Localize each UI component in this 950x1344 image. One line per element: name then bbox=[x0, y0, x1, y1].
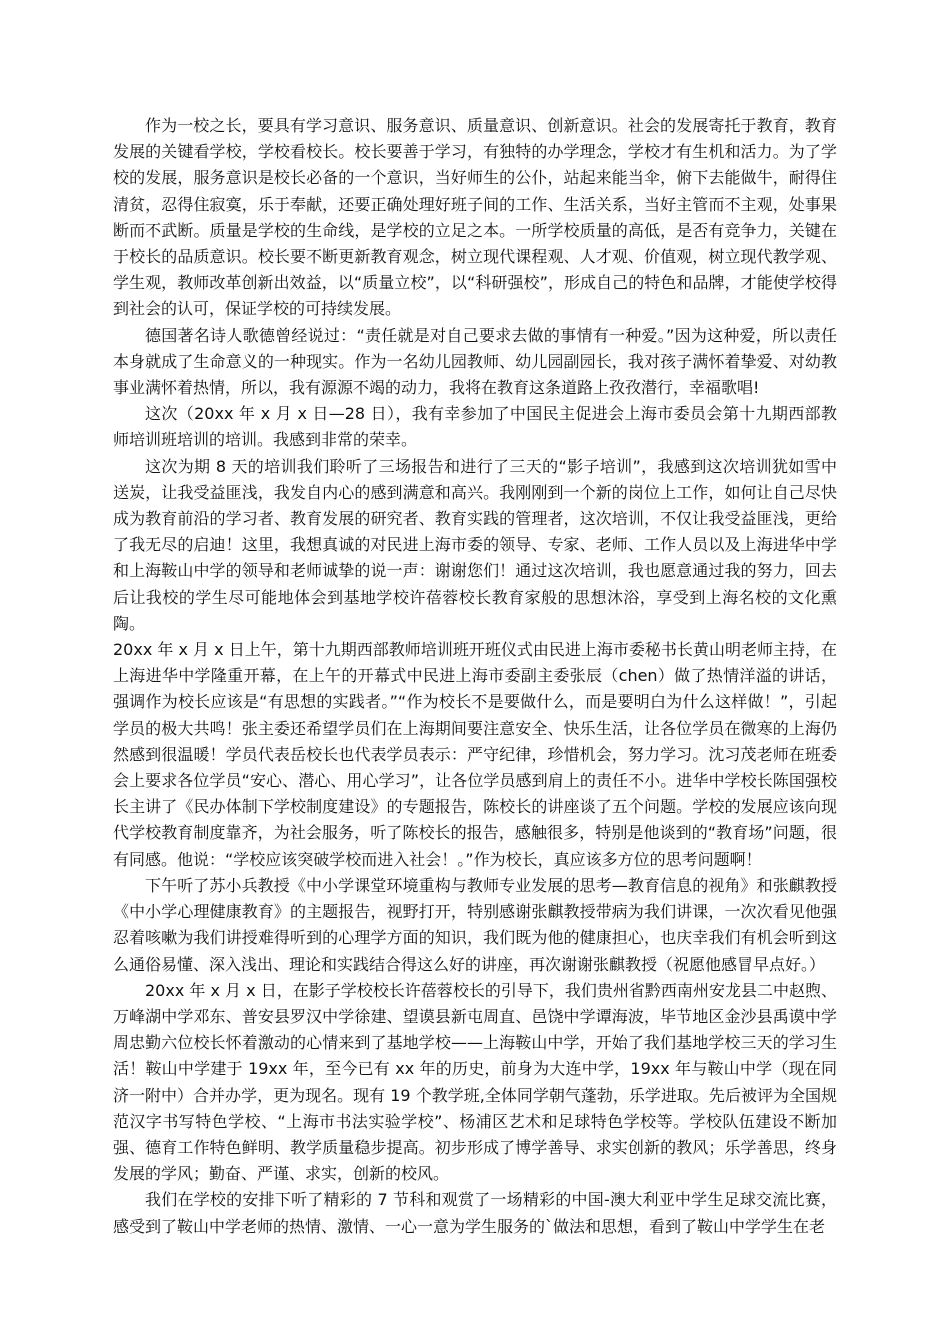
paragraph-goethe-quote: 德国著名诗人歌德曾经说过：“责任就是对自己要求去做的事情有一种爱。”因为这种爱，所以责任本身就成了生命意义的一种现实。作为一名幼儿园教师、幼儿园副园长，我对孩子满怀着挚爱、对幼教事业满怀着热情，所以，我有源源不竭的动力，我将在教育这条道路上孜孜潜行，幸福歌唱! bbox=[113, 325, 837, 398]
paragraph-principal-awareness: 作为一校之长，要具有学习意识、服务意识、质量意识、创新意识。社会的发展寄托于教育，教育发展的关键看学校，学校看校长。校长要善于学习，有独特的办学理念，学校才有生机和活力。为了学校的发展，服务意识是校长必备的一个意识，当好师生的公仆，站起来能当伞，俯下去能做牛，耐得住清贫，忍得住寂寞，乐于奉献，还要正确处理好班子间的工作、生活关系，当好主管而不主观，处事果断而不武断。质量是学校的生命线，是学校的立足之本。一所学校质量的高低，是否有竞争力，关键在于校长的品质意识。校长要不断更新教育观念，树立现代课程观、人才观、价值观，树立现代教学观、学生观，教师改革创新出效益，以“质量立校”，以“科研强校”，形成自己的特色和品牌，才能使学校得到社会的认可，保证学校的可持续发展。 bbox=[113, 116, 837, 319]
paragraph-opening-ceremony: 20xx 年 x 月 x 日上午，第十九期西部教师培训班开班仪式由民进上海市委秘书长黄山明老师主持，在上海进华中学隆重开幕，在上午的开幕式中民进上海市委副主委张辰（chen）做了热情洋溢的讲话，强调作为校长应该是“有思想的实践者。”“作为校长不是要做什么，而是要明白为什么这样做！”，引起学员的极大共鸣！张主委还希望学员们在上海期间要注意安全、快乐生活，让各位学员在微寒的上海仍然感到很温暖！学员代表岳校长也代表学员表示：严守纪律，珍惜机会，努力学习。沈习茂老师在班委会上要求各位学员“安心、潜心、用心学习”，让各位学员感到肩上的责任不小。进华中学校长陈国强校长主讲了《民办体制下学校制度建设》的专题报告，陈校长的讲座谈了五个问题。学校的发展应该向现代学校教育制度靠齐，为社会服务，听了陈校长的报告，感触很多，特别是他谈到的“教育场”问题，很有同感。他说：“学校应该突破学校而进入社会！。”作为校长，真应该多方位的思考问题啊！ bbox=[113, 640, 837, 869]
paragraph-shadow-school: 20xx 年 x 月 x 日，在影子学校校长许蓓蓉校长的引导下，我们贵州省黔西南州安龙县二中赵煦、万峰湖中学邓东、普安县罗汉中学徐建、望谟县新屯周直、邑饶中学谭海波，毕节地区金沙县禹谟中学周忠勤六位校长怀着激动的心情来到了基地学校——上海鞍山中学，开始了我们基地学校三天的学习生活！鞍山中学建于 19xx 年，至今已有 xx 年的历史，前身为大连中学，19xx 年与鞍山中学（现在同济一附中）合并办学，更为现名。现有 19 个教学班,全体同学朝气蓬勃，乐学进取。先后被评为全国规范汉字书写特色学校、“上海市书法实验学校”、杨浦区艺术和足球特色学校等。学校队伍建设不断加强、德育工作特色鲜明、教学质量稳步提高。初步形成了博学善导、求实创新的教风；乐学善思，终身发展的学风；勤奋、严谨、求实，创新的校风。 bbox=[113, 980, 837, 1184]
document-page bbox=[113, 113, 837, 1240]
paragraph-training-reflection: 这次为期 8 天的培训我们聆听了三场报告和进行了三天的“影子培训”，我感到这次培训犹如雪中送炭，让我受益匪浅，我发自内心的感到满意和高兴。我刚刚到一个新的岗位上工作，如何让自己尽快成为教育前沿的学习者、教育发展的研究者、教育实践的管理者，这次培训，不仅让我受益匪浅，更给了我无尽的启迪！这里，我想真诚的对民进上海市委的领导、专家、老师、工作人员以及上海进华中学和上海鞍山中学的领导和老师诚挚的说一声：谢谢您们！通过这次培训，我也愿意通过我的努力，回去后让我校的学生尽可能地体会到基地学校许蓓蓉校长教育家般的思想沐浴，享受到上海名校的文化熏陶。 bbox=[113, 456, 837, 633]
paragraph-classes-football: 我们在学校的安排下听了精彩的 7 节科和观赏了一场精彩的中国-澳大利亚中学生足球交流比赛，感受到了鞍山中学老师的热情、激情、一心一意为学生服务的`做法和思想，看到了鞍山中学学生在老 bbox=[113, 1190, 837, 1236]
paragraph-training-intro: 这次（20xx 年 x 月 x 日—28 日），我有幸参加了中国民主促进会上海市委员会第十九期西部教师培训班培训的培训。我感到非常的荣幸。 bbox=[113, 404, 837, 450]
paragraph-afternoon-lectures: 下午听了苏小兵教授《中小学课堂环境重构与教师专业发展的思考—教育信息的视角》和张麒教授《中小学心理健康教育》的主题报告，视野打开，特别感谢张麒教授带病为我们讲课，一次次看见他强忍着咳嗽为我们讲授难得听到的心理学方面的知识，我们既为他的健康担心，也庆幸我们有机会听到这么通俗易懂、深入浅出、理论和实践结合得这么好的讲座，再次谢谢张麒教授（祝愿他感冒早点好。） bbox=[113, 875, 837, 974]
